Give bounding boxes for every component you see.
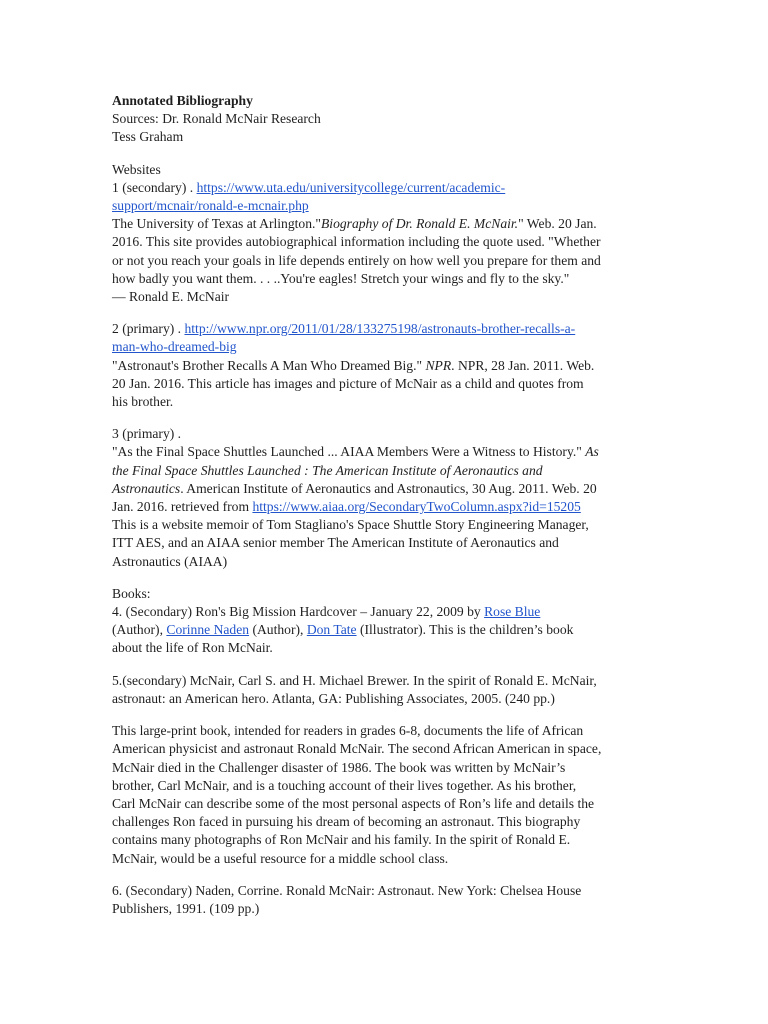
spacer: [112, 147, 657, 161]
entry-1-link-cont[interactable]: support/mcnair/ronald-e-mcnair.php: [112, 198, 309, 214]
spacer: [112, 868, 657, 882]
entry-3-line-4: [112, 480, 657, 498]
entry-3-line-1: 3 (primary) .: [112, 426, 182, 442]
entry-2-line-4: 20 Jan. 2016. This article has images and picture of McNair as a child and quotes from: [112, 375, 584, 391]
entry-2-line-1: [112, 320, 657, 338]
illustrator-link-don-tate[interactable]: Don Tate: [306, 622, 357, 638]
entry-2-link[interactable]: http://www.npr.org/2011/01/28/133275198/astronauts-brother-recalls-a-: [184, 321, 576, 337]
entry-2-line-3: [112, 357, 657, 375]
entry-5-line-2: astronaut: an American hero. Atlanta, GA: Publishing Associates, 2005. (240 pp.): [112, 690, 555, 706]
entry-3-line-6: This is a website memoir of Tom Stagliano's Space Shuttle Story Engineering Manager,: [112, 517, 589, 533]
entry-1-text: " Web. 20 Jan.: [518, 216, 597, 232]
entry-2-link-cont[interactable]: man-who-dreamed-big: [112, 339, 237, 355]
spacer: [112, 658, 657, 672]
entry-1-line-2: [112, 197, 657, 215]
entry-5-para-4: brother, Carl McNair, and is a touching account of their lives together. As his brother,: [112, 777, 577, 793]
entry-4-line-1: [112, 603, 657, 621]
entry-2-italic-title: NPR: [425, 357, 452, 373]
entry-1-line-3: [112, 215, 657, 233]
author-link-corinne-naden[interactable]: Corinne Naden: [166, 622, 250, 638]
entry-3-line-7: ITT AES, and an AIAA senior member The American Institute of Aeronautics and: [112, 535, 559, 551]
document-page: [112, 92, 657, 918]
entry-5-line-1: 5.(secondary) McNair, Carl S. and H. Michael Brewer. In the spirit of Ronald E. McNair,: [112, 672, 597, 688]
entry-6-line-2: Publishers, 1991. (109 pp.): [112, 900, 260, 916]
entry-4-text: 4. (Secondary) Ron's Big Mission Hardcover – January 22, 2009 by: [112, 604, 485, 620]
document-title: Annotated Bibliography: [112, 93, 253, 108]
entry-3-text: "As the Final Space Shuttles Launched ... AIAA Members Were a Witness to History.": [112, 444, 586, 460]
author-link-rose-blue[interactable]: Rose Blue: [484, 604, 541, 620]
spacer: [112, 571, 657, 585]
entry-5-para-7: contains many photographs of Ron McNair and his family. In the spirit of Ronald E.: [112, 832, 571, 848]
sources-line: Sources: Dr. Ronald McNair Research: [112, 111, 321, 127]
spacer: [112, 411, 657, 425]
entry-2-text: "Astronaut's Brother Recalls A Man Who Dreamed Big.": [112, 357, 426, 373]
entry-1-line-1: [112, 179, 657, 197]
entry-5-para-1: This large-print book, intended for readers in grades 6-8, documents the life of African: [112, 723, 584, 739]
entry-4-text: (Illustrator). This is the children’s book: [356, 622, 574, 638]
author-line: Tess Graham: [112, 129, 184, 145]
entry-1-line-6: how badly you want them. . . ..You're eagles! Stretch your wings and fly to the sky.": [112, 270, 570, 286]
entry-3-link[interactable]: https://www.aiaa.org/SecondaryTwoColumn.aspx?id=15205: [252, 499, 581, 515]
entry-1-italic-title: Biography of Dr. Ronald E. McNair.: [320, 216, 519, 232]
entry-5-para-2: American physicist and astronaut Ronald McNair. The second African American in space,: [112, 741, 602, 757]
entry-3-italic-title: Astronautics: [112, 480, 181, 496]
entry-3-line-5: [112, 498, 657, 516]
entry-3-italic-title: the Final Space Shuttles Launched : The American Institute of Aeronautics and: [112, 462, 543, 478]
entry-3-text: . American Institute of Aeronautics and Astronautics, 30 Aug. 2011. Web. 20: [180, 480, 597, 496]
entry-5-para-5: Carl McNair can describe some of the most personal aspects of Ron’s life and details the: [112, 795, 595, 811]
entry-1-line-4: 2016. This site provides autobiographical information including the quote used. "Whether: [112, 234, 601, 250]
entry-2-line-2: [112, 338, 657, 356]
entry-2-line-5: his brother.: [112, 394, 174, 410]
entry-2-text: . NPR, 28 Jan. 2011. Web.: [451, 357, 595, 373]
entry-4-line-2: [112, 621, 657, 639]
entry-4-line-3: about the life of Ron McNair.: [112, 640, 273, 656]
books-heading: Books:: [112, 585, 151, 601]
entry-4-text: (Author),: [112, 622, 167, 638]
entry-5-para-6: challenges Ron faced in pursuing his dream of becoming an astronaut. This biography: [112, 814, 581, 830]
entry-4-text: (Author),: [249, 622, 307, 638]
entry-1-text: The University of Texas at Arlington.": [112, 216, 321, 232]
websites-heading: Websites: [112, 161, 161, 177]
entry-2-prefix: 2 (primary) .: [112, 321, 185, 337]
entry-5-para-3: McNair died in the Challenger disaster of 1986. The book was written by McNair’s: [112, 759, 566, 775]
entry-3-line-8: Astronautics (AIAA): [112, 553, 228, 569]
spacer: [112, 306, 657, 320]
entry-3-italic-title: As: [585, 444, 599, 460]
entry-1-line-7: ― Ronald E. McNair: [112, 289, 230, 305]
entry-3-text: Jan. 2016. retrieved from: [112, 499, 253, 515]
entry-3-line-2: [112, 443, 657, 461]
spacer: [112, 708, 657, 722]
entry-6-line-1: 6. (Secondary) Naden, Corrine. Ronald McNair: Astronaut. New York: Chelsea House: [112, 882, 582, 898]
entry-3-line-3: [112, 462, 657, 480]
entry-5-para-8: McNair, would be a useful resource for a middle school class.: [112, 850, 449, 866]
entry-1-prefix: 1 (secondary) .: [112, 179, 197, 195]
entry-1-link[interactable]: https://www.uta.edu/universitycollege/current/academic-: [196, 179, 506, 195]
entry-1-line-5: or not you reach your goals in life depends entirely on how well you prepare for them and: [112, 252, 601, 268]
